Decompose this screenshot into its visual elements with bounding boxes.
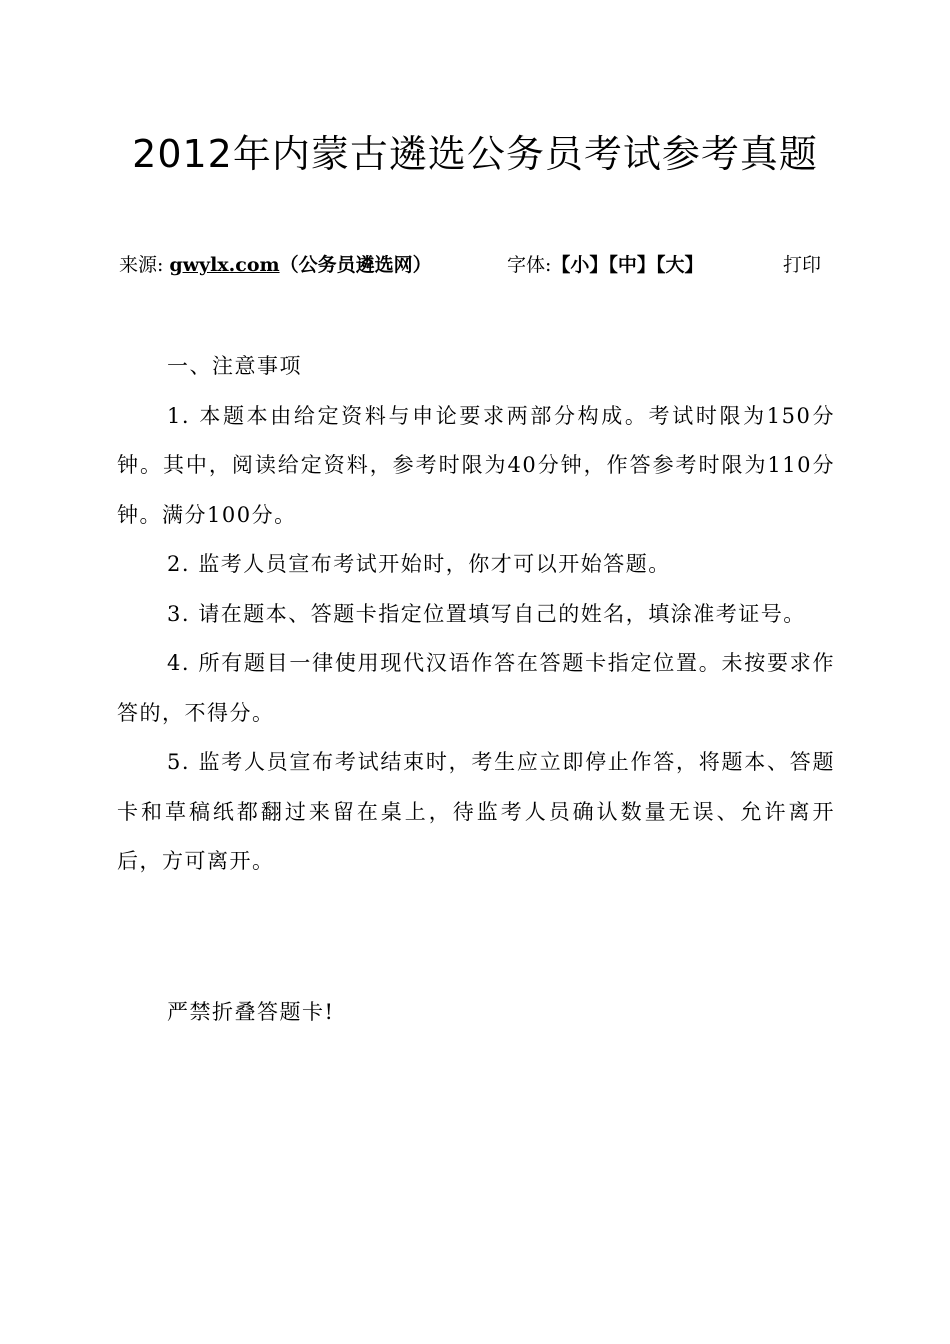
instruction-item-4: 4. 所有题目一律使用现代汉语作答在答题卡指定位置。未按要求作答的，不得分。 [117, 651, 835, 725]
font-size-large-link[interactable]: 【大】 [655, 254, 704, 276]
document-title: 2012年内蒙古遴选公务员考试参考真题 [132, 132, 818, 176]
font-size-label: 字体: [507, 254, 552, 276]
source-site-link[interactable]: gwylx.com [169, 254, 280, 276]
instruction-item-3: 3. 请在题本、答题卡指定位置填写自己的姓名，填涂准考证号。 [167, 601, 806, 626]
source-line [119, 248, 839, 282]
section-heading: 一、注意事项 [167, 354, 302, 378]
warning-text: 严禁折叠答题卡! [167, 1000, 335, 1024]
instructions-body [117, 342, 835, 887]
print-link[interactable]: 打印 [783, 254, 822, 276]
instruction-item-1: 1. 本题本由给定资料与申论要求两部分构成。考试时限为150分钟。其中，阅读给定资料，参考时限为40分钟，作答参考时限为110分钟。满分100分。 [117, 403, 835, 527]
instruction-item-2: 2. 监考人员宣布考试开始时，你才可以开始答题。 [167, 552, 671, 576]
instruction-item-5: 5. 监考人员宣布考试结束时，考生应立即停止作答，将题本、答题卡和草稿纸都翻过来留在桌上，待监考人员确认数量无误、允许离开后，方可离开。 [117, 750, 835, 873]
font-size-medium-link[interactable]: 【中】 [608, 254, 656, 276]
source-label: 来源: [119, 254, 164, 276]
source-site-name: （公务员遴选网） [279, 254, 432, 276]
font-size-small-link[interactable]: 【小】 [551, 254, 609, 276]
font-size-control [507, 248, 703, 282]
